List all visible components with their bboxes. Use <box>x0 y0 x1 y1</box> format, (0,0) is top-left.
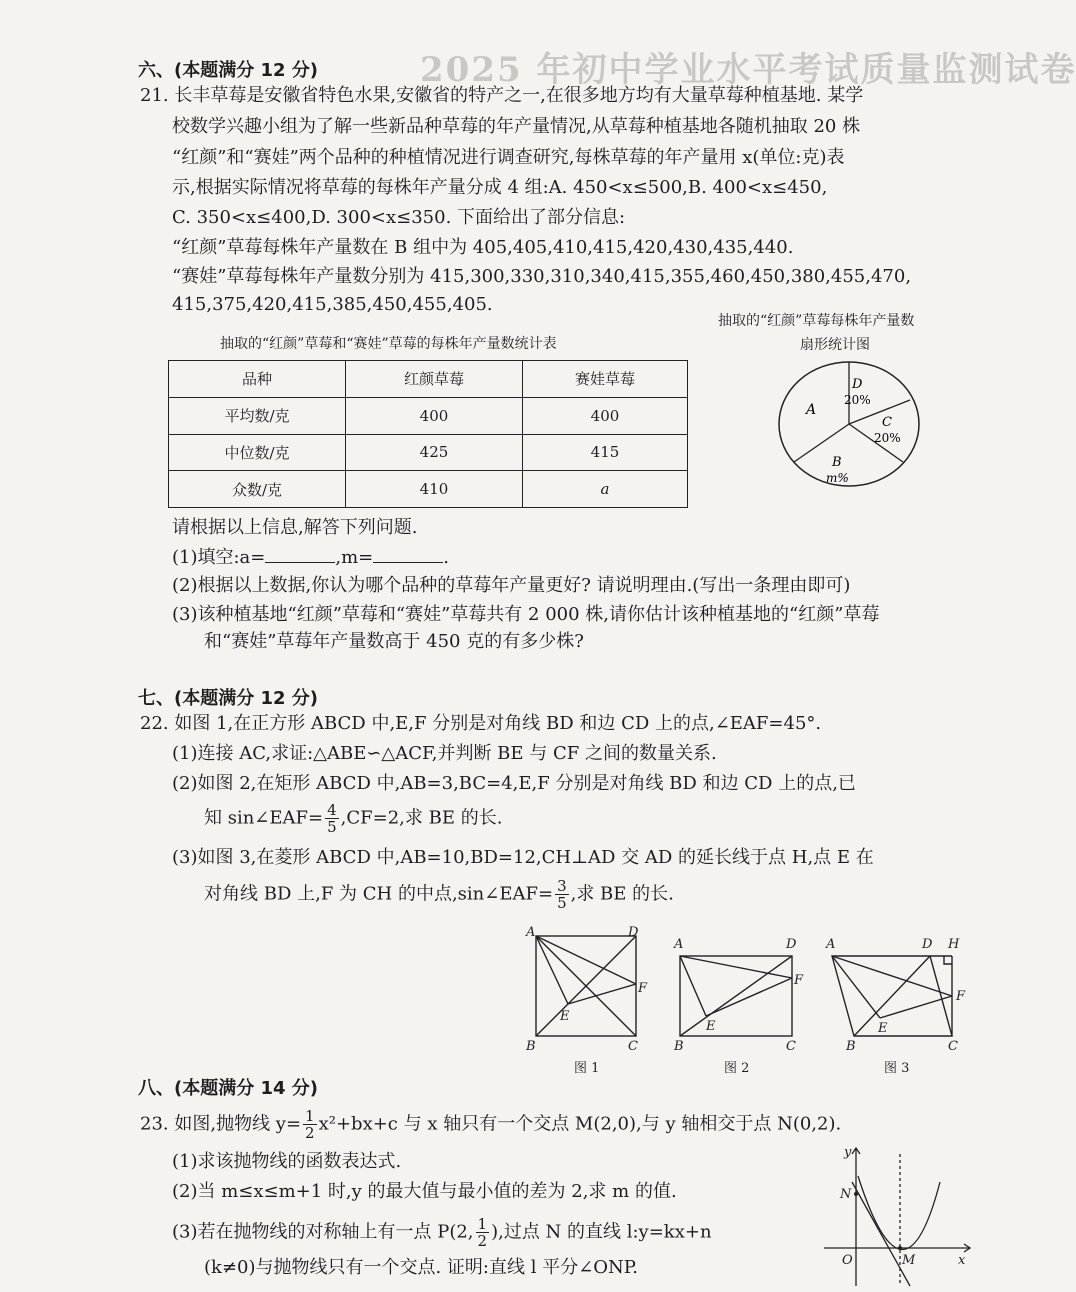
graph-label-x: x <box>958 1253 966 1268</box>
fraction-4-5 <box>325 802 339 835</box>
fig2-label-c: C <box>786 1039 796 1054</box>
fig2-line-ae <box>680 956 706 1016</box>
fraction-denominator: 2 <box>477 1232 488 1250</box>
q22-sin-b: ,CF=2,求 BE 的长. <box>340 807 503 829</box>
table-row <box>169 434 688 471</box>
q21-line-5: C. 350<x≤400,D. 300<x≤350. 下面给出了部分信息: <box>172 207 626 228</box>
q23-part-2: (2)当 m≤x≤m+1 时,y 的最大值与最小值的差为 2,求 m 的值. <box>172 1181 677 1202</box>
q23-parabola-b: x²+bx+c 与 x 轴只有一个交点 M(2,0),与 y 轴相交于点 N(0,2). <box>318 1113 842 1135</box>
stats-table <box>168 360 688 508</box>
q22-sin3-a: 对角线 BD 上,F 为 CH 的中点,sin∠EAF= <box>204 883 554 905</box>
pie-title-line-1: 抽取的“红颜”草莓每株年产量数 <box>718 313 915 329</box>
q21-part-1-m: ,m= <box>335 547 374 568</box>
q21-line-6: “红颜”草莓每株年产量数在 B 组中为 405,405,410,415,420,430,435,440. <box>172 237 794 258</box>
q21-line-7: “赛娃”草莓每株年产量数分别为 415,300,330,310,340,415,355,460,450,380,455,470, <box>172 266 912 287</box>
pie-pct-d: 20% <box>844 393 871 407</box>
answer-blank-m <box>373 544 443 563</box>
section-8-heading: 八、(本题满分 14 分) <box>138 1078 319 1099</box>
pie-title-line-2: 扇形统计图 <box>800 337 870 353</box>
fig3-line-ae <box>832 956 880 1018</box>
fig2-label-d: D <box>786 937 797 952</box>
q22-part-2: (2)如图 2,在矩形 ABCD 中,AB=3,BC=4,E,F 分别是对角线 BD 和边 CD 上的点,已 <box>172 773 856 794</box>
q22-part-3: (3)如图 3,在菱形 ABCD 中,AB=10,BD=12,CH⊥AD 交 AD 的延长线于点 H,点 E 在 <box>172 847 874 868</box>
q21-line-1: 21. 长丰草莓是安徽省特色水果,安徽省的特产之一,在很多地方均有大量草莓种植基地. 某学 <box>140 85 864 106</box>
fig3-label-d: D <box>922 937 933 952</box>
fig3-label-c: C <box>948 1039 958 1054</box>
fraction-1-2-p <box>476 1216 490 1249</box>
fig2-label-e: E <box>706 1019 716 1034</box>
geometry-figures <box>520 920 980 1080</box>
fraction-denominator: 5 <box>327 818 337 836</box>
q22-sin3-b: ,求 BE 的长. <box>570 883 674 905</box>
point-n <box>854 1192 858 1196</box>
q21-part-3-a: (3)该种植基地“红颜”草莓和“赛娃”草莓共有 2 000 株,请你估计该种植基地的“红颜”草莓 <box>172 604 880 625</box>
fig3-label-e: E <box>878 1021 888 1036</box>
fig3-line-ef <box>880 996 952 1018</box>
q23-point-p-b: ),过点 N 的直线 l:y=kx+n <box>491 1221 712 1243</box>
fig3-label-b: B <box>846 1039 856 1054</box>
fig1-label-a: A <box>526 925 536 940</box>
line-through-n <box>852 1182 910 1286</box>
pie-pct-b: m% <box>826 471 849 485</box>
q21-line-3: “红颜”和“赛娃”两个品种的种植情况进行调查研究,每株草莓的年产量用 x(单位:克)表 <box>172 147 845 168</box>
q22-line-1: 22. 如图 1,在正方形 ABCD 中,E,F 分别是对角线 BD 和边 CD 上的点,∠EAF=45°. <box>140 713 822 734</box>
table-cell: 425 <box>346 434 523 471</box>
pie-pct-c: 20% <box>874 431 901 445</box>
fig2-line-af <box>680 956 792 978</box>
table-row <box>169 471 688 508</box>
fraction-numerator: 3 <box>557 877 567 895</box>
fraction-numerator: 1 <box>305 1107 315 1125</box>
table-cell: 平均数/克 <box>169 397 346 434</box>
q21-part-3-b: 和“赛娃”草莓年产量数高于 450 克的有多少株? <box>204 631 584 652</box>
graph-label-n: N <box>840 1187 852 1202</box>
graph-label-m: M <box>902 1253 916 1268</box>
q21-line-2: 校数学兴趣小组为了解一些新品种草莓的年产量情况,从草莓种植基地各随机抽取 20 株 <box>172 116 861 137</box>
graph-label-y: y <box>844 1145 852 1160</box>
q23-line-1 <box>140 1108 841 1141</box>
table-cell: 410 <box>346 471 523 508</box>
q22-sin-a: 知 sin∠EAF= <box>204 807 324 829</box>
q23-part-1: (1)求该抛物线的函数表达式. <box>172 1151 402 1172</box>
fig1-label-d: D <box>628 925 639 940</box>
watermark: 2025 年初中学业水平考试质量监测试卷 <box>420 50 1076 90</box>
fig3-line-af <box>832 956 952 996</box>
answer-blank-a <box>265 544 335 563</box>
q21-prompt: 请根据以上信息,解答下列问题. <box>172 517 418 538</box>
q21-part-1-a: (1)填空:a= <box>172 547 266 568</box>
fig1-label-e: E <box>560 1009 570 1024</box>
q22-part-3-cont <box>204 878 674 911</box>
fig3-label-h: H <box>948 937 960 952</box>
table-header-cell: 品种 <box>169 361 346 398</box>
fraction-1-2 <box>303 1108 317 1141</box>
table-header-row <box>169 361 688 398</box>
q21-part-1 <box>172 544 449 572</box>
section-6-heading: 六、(本题满分 12 分) <box>138 60 319 81</box>
pie-label-d: D <box>852 377 863 392</box>
q23-part-3 <box>172 1216 712 1249</box>
table-cell: a <box>523 471 688 508</box>
fig1-line-ae <box>536 936 568 1004</box>
q22-part-1: (1)连接 AC,求证:△ABE∽△ACF,并判断 BE 与 CF 之间的数量关系. <box>172 743 717 764</box>
fig1-caption: 图 1 <box>574 1061 600 1076</box>
fraction-numerator: 1 <box>477 1215 488 1233</box>
section-7-heading: 七、(本题满分 12 分) <box>138 688 319 709</box>
fig3-caption: 图 3 <box>884 1061 910 1076</box>
graph-label-o: O <box>842 1253 853 1268</box>
fig2-caption: 图 2 <box>724 1061 750 1076</box>
fig3-diagonal-bd <box>854 956 930 1036</box>
table-row <box>169 397 688 434</box>
q23-part-3-cont: (k≠0)与抛物线只有一个交点. 证明:直线 l 平分∠ONP. <box>204 1257 638 1278</box>
q22-part-2-cont <box>204 802 502 835</box>
fig3-right-angle <box>944 956 952 964</box>
fraction-numerator: 4 <box>327 801 337 819</box>
fig2-line-ef <box>706 978 792 1016</box>
point-m <box>898 1246 902 1250</box>
fig3-label-a: A <box>826 937 836 952</box>
table-cell: 400 <box>346 397 523 434</box>
fig1-line-af <box>536 936 636 984</box>
fraction-denominator: 2 <box>305 1124 315 1142</box>
fig1-label-c: C <box>628 1039 638 1054</box>
q23-parabola-a: 23. 如图,抛物线 y= <box>140 1113 302 1135</box>
table-header-cell: 红颜草莓 <box>346 361 523 398</box>
fig1-label-b: B <box>526 1039 536 1054</box>
fig2-label-a: A <box>674 937 684 952</box>
fraction-3-5 <box>555 878 569 911</box>
table-cell: 415 <box>523 434 688 471</box>
pie-chart <box>764 354 934 494</box>
q21-part-2: (2)根据以上数据,你认为哪个品种的草莓年产量更好? 请说明理由.(写出一条理由即可) <box>172 575 851 596</box>
fig2-label-f: F <box>794 973 804 988</box>
pie-label-a: A <box>806 402 817 418</box>
parabola-graph <box>818 1140 978 1288</box>
q21-line-8: 415,375,420,415,385,450,455,405. <box>172 294 493 315</box>
q21-part-1-end: . <box>443 547 449 568</box>
fig3-label-f: F <box>956 989 966 1004</box>
q23-point-p-a: (3)若在抛物线的对称轴上有一点 P(2, <box>172 1221 474 1243</box>
fig2-label-b: B <box>674 1039 684 1054</box>
fig1-label-f: F <box>638 981 648 996</box>
table-title: 抽取的“红颜”草莓和“赛娃”草莓的每株年产量数统计表 <box>220 336 557 352</box>
table-cell: 400 <box>523 397 688 434</box>
pie-label-c: C <box>882 415 892 430</box>
pie-label-b: B <box>832 455 842 470</box>
table-cell: 众数/克 <box>169 471 346 508</box>
table-cell: 中位数/克 <box>169 434 346 471</box>
table-header-cell: 赛娃草莓 <box>523 361 688 398</box>
fraction-denominator: 5 <box>557 894 567 912</box>
parabola-curve <box>858 1176 940 1250</box>
q21-line-4: 示,根据实际情况将草莓的每株年产量分成 4 组:A. 450<x≤500,B. 400<x≤450, <box>172 177 828 198</box>
